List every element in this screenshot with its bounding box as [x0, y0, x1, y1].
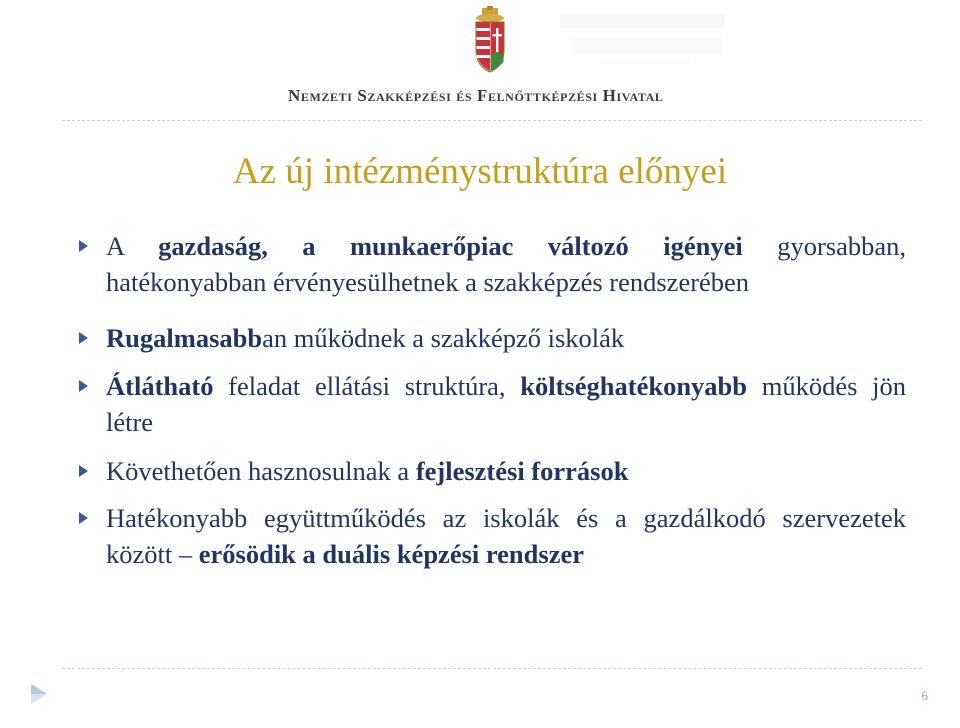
faded-watermark [560, 8, 730, 68]
slide-header [0, 0, 960, 130]
triangle-bullet-icon [79, 332, 88, 344]
slide-title: Az új intézménystruktúra előnyei [232, 151, 728, 192]
triangle-bullet-icon [79, 465, 88, 477]
triangle-bullet-icon [79, 240, 88, 252]
page-number: 6 [921, 688, 928, 703]
bullet-text: Átlátható feladat ellátási struktúra, költséghatékonyabb működés jön létre [106, 371, 906, 437]
next-slide-arrow-icon[interactable] [28, 682, 50, 706]
bullet-text: Követhetően hasznosulnak a fejlesztési források [106, 456, 629, 486]
bullet-text: Rugalmasabban működnek a szakképző iskolák [106, 323, 625, 353]
bullet-text: Hatékonyabb együttműködés az iskolák és a gazdálkodó szervezetek között – erősödik a duális képzési rendszer [106, 503, 906, 569]
triangle-bullet-icon [79, 512, 88, 524]
triangle-bullet-icon [79, 380, 88, 392]
bullet-text: A gazdaság, a munkaerőpiac változó igényei gyorsabban, hatékonyabban érvényesülhetnek a szakképzés rendszerében [106, 231, 906, 297]
header-divider [62, 120, 922, 121]
organization-name: Nemzeti Szakképzési és Felnőttképzési Hivatal [288, 86, 664, 105]
footer-divider [62, 668, 922, 669]
hungarian-coat-of-arms-icon [470, 6, 510, 76]
